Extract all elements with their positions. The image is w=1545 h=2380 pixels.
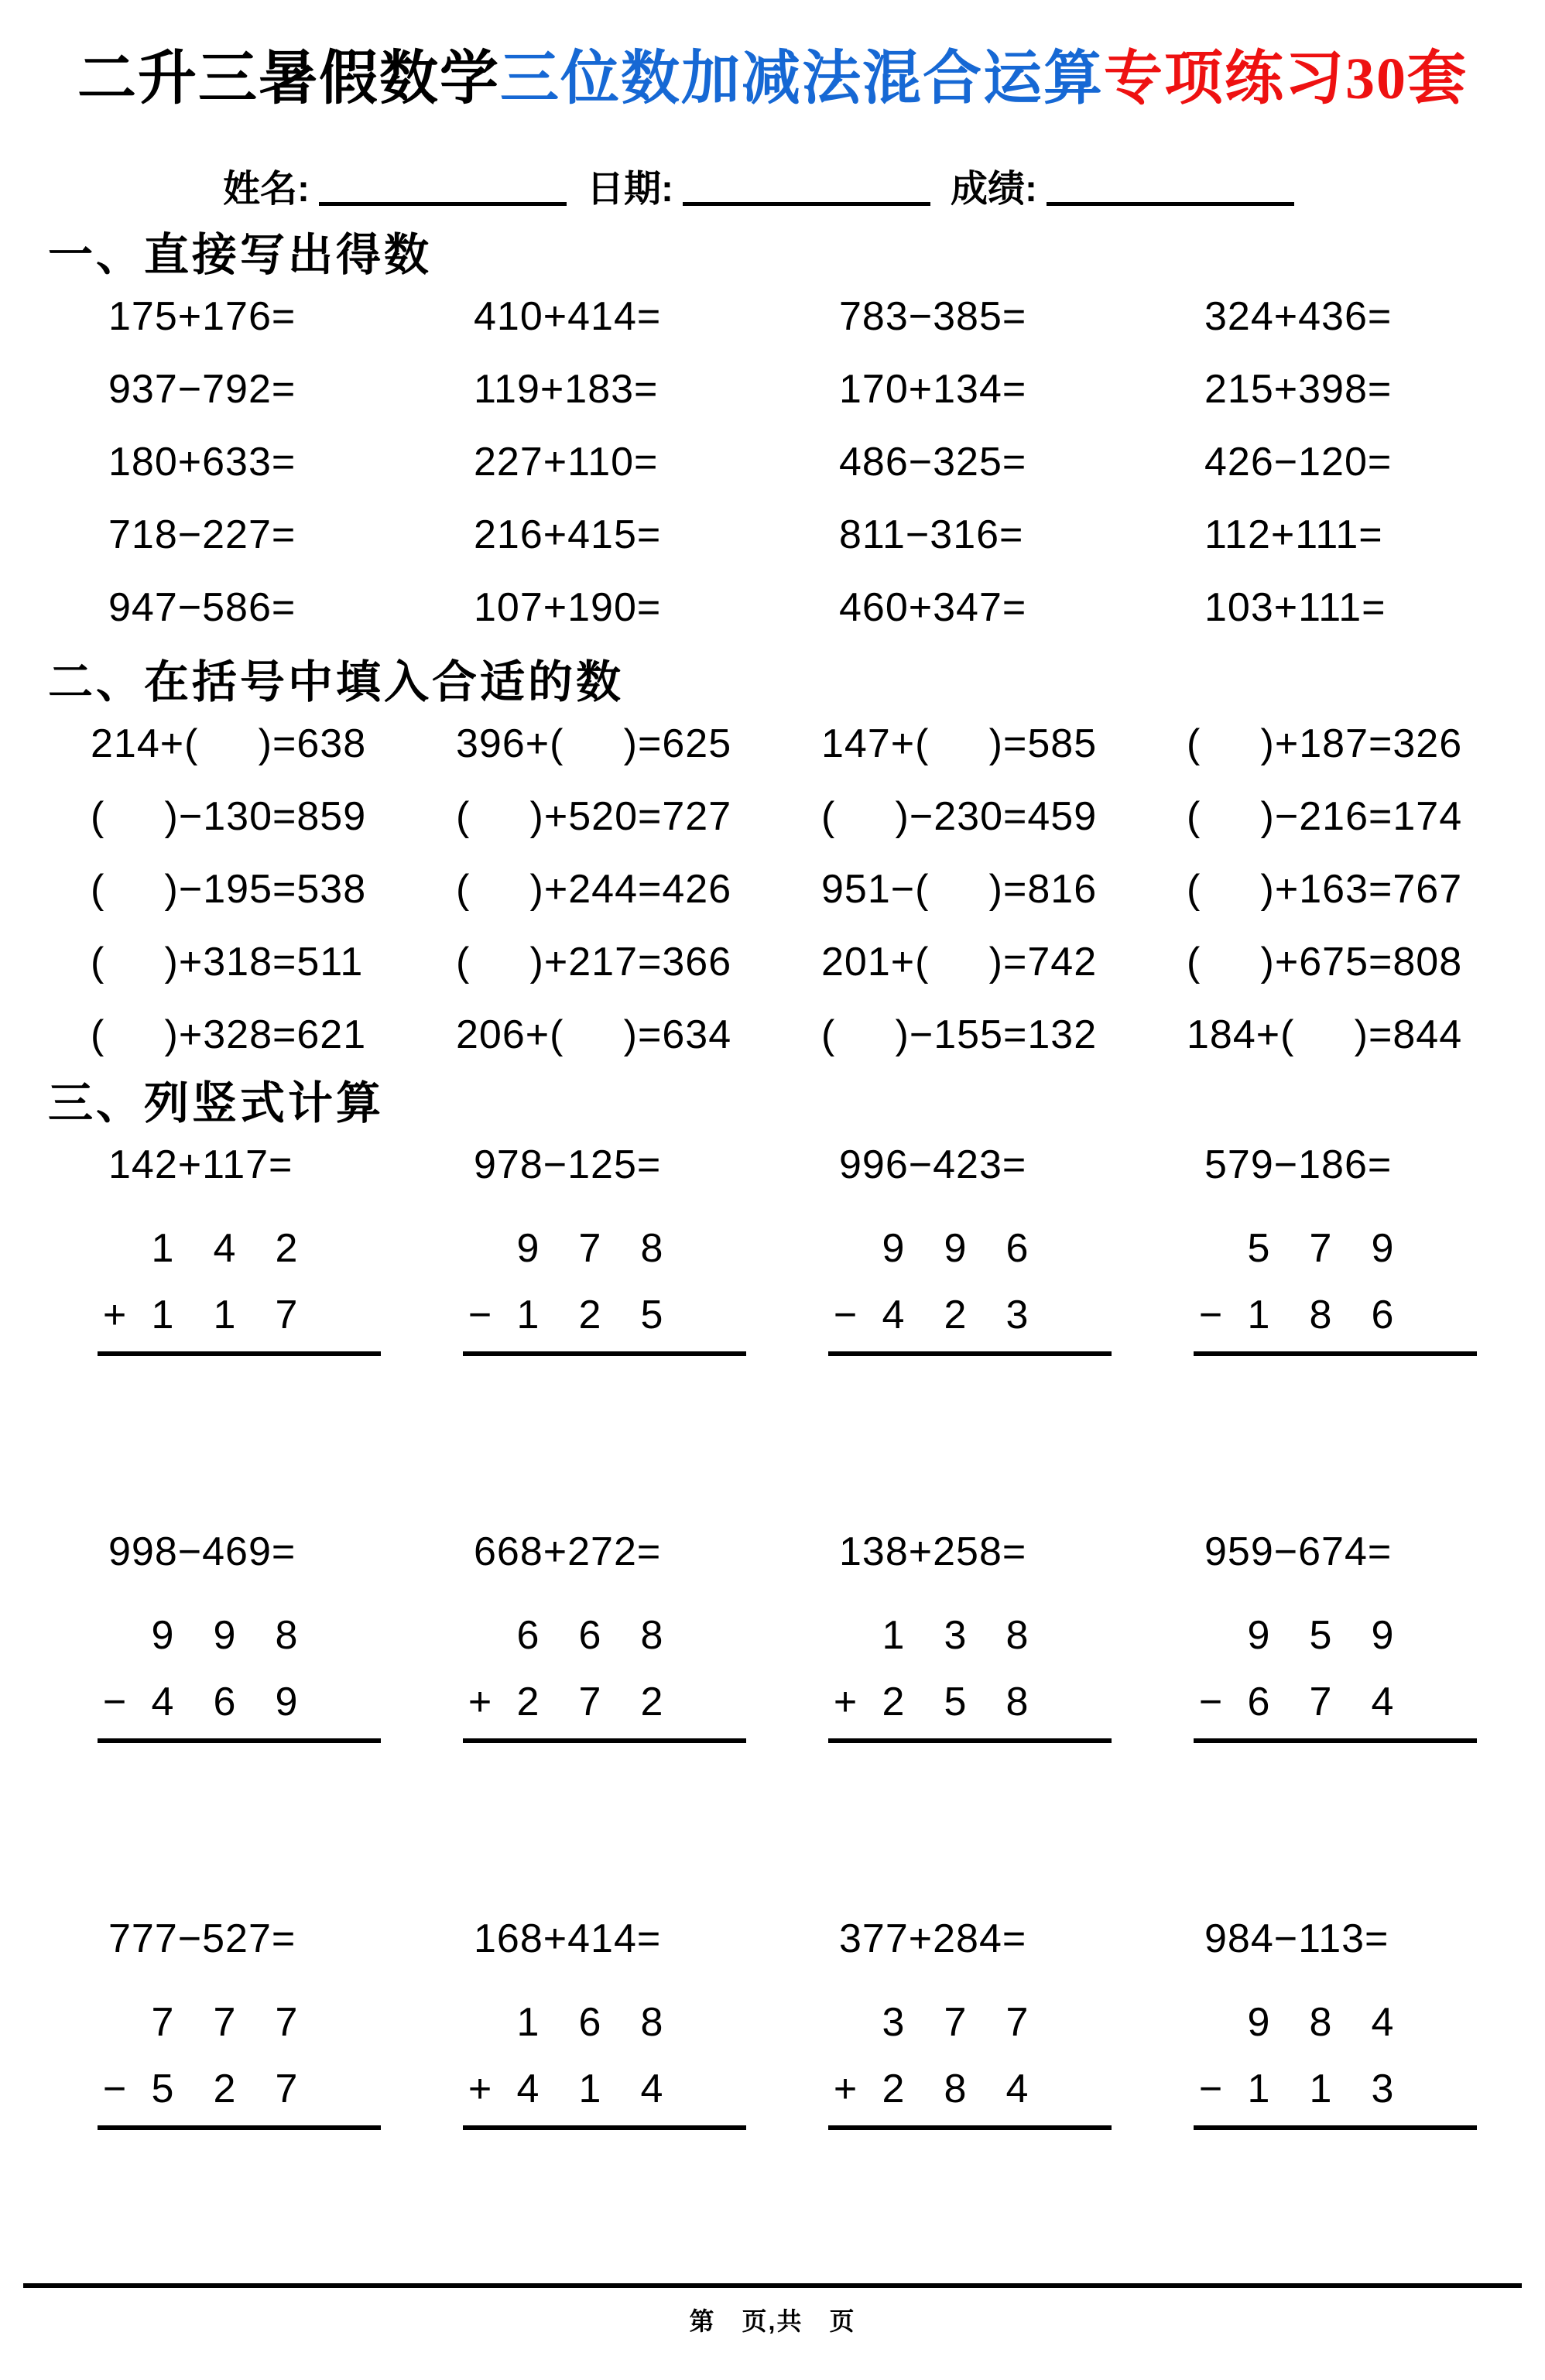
digit: 4: [151, 1680, 174, 1724]
name-label: 姓名:: [223, 169, 310, 210]
digit: 2: [640, 1680, 663, 1724]
digit: 2: [213, 2067, 236, 2111]
info-line: [0, 166, 1545, 214]
digit: 6: [1247, 1680, 1270, 1724]
digit: 4: [1371, 2000, 1394, 2045]
digit: 5: [1247, 1226, 1270, 1271]
digit: 7: [944, 2000, 967, 2045]
digit: 3: [944, 1613, 967, 1658]
digit: 8: [1005, 1613, 1029, 1658]
digit: 9: [944, 1226, 967, 1271]
problem: 227+110=: [474, 440, 659, 485]
answer-line: [98, 1738, 381, 1743]
vertical-calculation: [98, 1215, 381, 1356]
digit: 5: [151, 2067, 174, 2111]
digit: 8: [275, 1613, 298, 1658]
answer-line: [828, 1351, 1112, 1356]
operator: +: [833, 1680, 858, 1724]
digit: 8: [1309, 1293, 1332, 1337]
answer-line: [1194, 1351, 1477, 1356]
vertical-top-row: [463, 1989, 746, 2056]
problem: ( )+163=767: [1187, 867, 1463, 912]
vertical-top-row: [463, 1215, 746, 1282]
digit: 5: [1309, 1613, 1332, 1658]
vertical-bottom-row: [463, 1669, 746, 1735]
vertical-calculation: [828, 1989, 1112, 2130]
digit: 7: [1005, 2000, 1029, 2045]
digit: 2: [578, 1293, 601, 1337]
digit: 1: [1247, 1293, 1270, 1337]
vertical-calculation: [463, 1602, 746, 1743]
digit: 1: [213, 1293, 236, 1337]
problem: 460+347=: [839, 585, 1027, 630]
digit: 7: [151, 2000, 174, 2045]
digit: 4: [516, 2067, 540, 2111]
digit: 9: [1371, 1226, 1394, 1271]
worksheet-title: [0, 0, 1545, 122]
operator: −: [468, 1293, 492, 1337]
problem: 937−792=: [108, 367, 296, 412]
problem: 206+( )=634: [456, 1012, 732, 1057]
problem: 170+134=: [839, 367, 1027, 412]
section3-problem-row: [108, 1515, 1545, 1588]
score-blank: [1047, 198, 1294, 206]
digit: 5: [640, 1293, 663, 1337]
vertical-bottom-row: [1194, 1282, 1477, 1348]
title-part-grade: 二升三暑假数学: [77, 46, 500, 111]
digit: 7: [1309, 1680, 1332, 1724]
problem: 180+633=: [108, 440, 296, 485]
problem: 718−227=: [108, 512, 296, 557]
digit: 8: [1309, 2000, 1332, 2045]
digit: 6: [516, 1613, 540, 1658]
problem: ( )−130=859: [91, 794, 367, 839]
digit: 1: [516, 2000, 540, 2045]
problem: 216+415=: [474, 512, 662, 557]
problem: 201+( )=742: [821, 940, 1098, 985]
answer-line: [1194, 2125, 1477, 2130]
problem: 324+436=: [1204, 294, 1393, 339]
problem: 214+( )=638: [91, 721, 367, 766]
problem: ( )+675=808: [1187, 940, 1463, 985]
digit: 7: [213, 2000, 236, 2045]
problem: 119+183=: [474, 367, 659, 412]
vertical-top-row: [1194, 1215, 1477, 1282]
problem: 168+414=: [474, 1916, 662, 1961]
digit: 4: [882, 1293, 905, 1337]
title-part-series: 专项练习30套: [1104, 46, 1468, 111]
operator: +: [468, 2067, 492, 2111]
digit: 5: [944, 1680, 967, 1724]
digit: 4: [640, 2067, 663, 2111]
answer-line: [98, 1351, 381, 1356]
vertical-bottom-row: [98, 1282, 381, 1348]
vertical-calculation: [1194, 1215, 1477, 1356]
vertical-calculation: [828, 1215, 1112, 1356]
digit: 6: [213, 1680, 236, 1724]
vertical-top-row: [98, 1602, 381, 1669]
problem: 142+117=: [108, 1142, 293, 1187]
digit: 7: [275, 1293, 298, 1337]
problem: ( )+328=621: [91, 1012, 367, 1057]
digit: 2: [882, 1680, 905, 1724]
digit: 7: [275, 2067, 298, 2111]
answer-line: [828, 2125, 1112, 2130]
problem: 777−527=: [108, 1916, 296, 1961]
problem: 996−423=: [839, 1142, 1027, 1187]
problem: 959−674=: [1204, 1529, 1393, 1574]
vertical-top-row: [828, 1215, 1112, 1282]
answer-line: [98, 2125, 381, 2130]
vertical-top-row: [828, 1989, 1112, 2056]
problem: ( )−230=459: [821, 794, 1098, 839]
vertical-bottom-row: [98, 1669, 381, 1735]
problem: 184+( )=844: [1187, 1012, 1463, 1057]
digit: 8: [640, 1226, 663, 1271]
problem: 978−125=: [474, 1142, 662, 1187]
digit: 4: [1005, 2067, 1029, 2111]
vertical-calculation: [98, 1989, 381, 2130]
digit: 7: [578, 1226, 601, 1271]
digit: 7: [275, 2000, 298, 2045]
digit: 7: [1309, 1226, 1332, 1271]
vertical-bottom-row: [828, 2056, 1112, 2122]
digit: 2: [516, 1680, 540, 1724]
digit: 4: [213, 1226, 236, 1271]
name-blank: [319, 198, 567, 206]
section1-problem-grid: [108, 280, 1545, 644]
digit: 1: [1247, 2067, 1270, 2111]
answer-line: [463, 1351, 746, 1356]
operator: −: [1198, 2067, 1223, 2111]
section2-problem-grid: [91, 707, 1545, 1071]
digit: 8: [640, 2000, 663, 2045]
answer-line: [828, 1738, 1112, 1743]
problem: 811−316=: [839, 512, 1024, 557]
digit: 2: [882, 2067, 905, 2111]
operator: +: [468, 1680, 492, 1724]
problem: 998−469=: [108, 1529, 296, 1574]
digit: 4: [1371, 1680, 1394, 1724]
vertical-top-row: [828, 1602, 1112, 1669]
problem: ( )−155=132: [821, 1012, 1098, 1057]
vertical-bottom-row: [463, 1282, 746, 1348]
digit: 9: [1247, 1613, 1270, 1658]
vertical-bottom-row: [463, 2056, 746, 2122]
digit: 7: [578, 1680, 601, 1724]
vertical-bottom-row: [98, 2056, 381, 2122]
digit: 9: [1247, 2000, 1270, 2045]
problem: 783−385=: [839, 294, 1027, 339]
problem: 951−( )=816: [821, 867, 1098, 912]
digit: 2: [275, 1226, 298, 1271]
digit: 9: [275, 1680, 298, 1724]
problem: 947−586=: [108, 585, 296, 630]
vertical-top-row: [463, 1602, 746, 1669]
problem: 486−325=: [839, 440, 1027, 485]
vertical-bottom-row: [1194, 2056, 1477, 2122]
date-label: 日期:: [587, 169, 673, 210]
digit: 9: [1371, 1613, 1394, 1658]
answer-line: [463, 2125, 746, 2130]
section3-vertical-row: [98, 1989, 1545, 2130]
section2-heading: 二、在括号中填入合适的数: [48, 657, 625, 707]
digit: 8: [944, 2067, 967, 2111]
vertical-bottom-row: [828, 1669, 1112, 1735]
problem: ( )−216=174: [1187, 794, 1463, 839]
problem: 377+284=: [839, 1916, 1027, 1961]
problem: ( )+217=366: [456, 940, 732, 985]
vertical-calculation: [1194, 1989, 1477, 2130]
vertical-bottom-row: [828, 1282, 1112, 1348]
operator: −: [833, 1293, 858, 1337]
digit: 1: [516, 1293, 540, 1337]
problem: 147+( )=585: [821, 721, 1098, 766]
vertical-calculation: [463, 1989, 746, 2130]
vertical-calculation: [1194, 1602, 1477, 1743]
digit: 1: [882, 1613, 905, 1658]
digit: 3: [1005, 1293, 1029, 1337]
section3-heading: 三、列竖式计算: [48, 1078, 385, 1128]
footer-divider-line: [23, 2283, 1522, 2288]
problem: ( )+187=326: [1187, 721, 1463, 766]
title-part-topic: 三位数加减法混合运算: [500, 46, 1104, 111]
problem: 579−186=: [1204, 1142, 1393, 1187]
problem: ( )+520=727: [456, 794, 732, 839]
score-label: 成绩:: [951, 169, 1037, 210]
digit: 9: [882, 1226, 905, 1271]
digit: 8: [1005, 1680, 1029, 1724]
digit: 1: [151, 1226, 174, 1271]
digit: 9: [213, 1613, 236, 1658]
vertical-top-row: [98, 1215, 381, 1282]
digit: 6: [578, 2000, 601, 2045]
problem: 668+272=: [474, 1529, 662, 1574]
section1-heading: 一、直接写出得数: [48, 230, 433, 280]
operator: −: [102, 1680, 127, 1724]
problem: 103+111=: [1204, 585, 1386, 630]
problem: ( )+318=511: [91, 940, 364, 985]
digit: 9: [516, 1226, 540, 1271]
answer-line: [463, 1738, 746, 1743]
digit: 6: [1371, 1293, 1394, 1337]
answer-line: [1194, 1738, 1477, 1743]
digit: 2: [944, 1293, 967, 1337]
vertical-calculation: [463, 1215, 746, 1356]
problem: 215+398=: [1204, 367, 1393, 412]
problem: 426−120=: [1204, 440, 1393, 485]
operator: +: [102, 1293, 127, 1337]
vertical-top-row: [1194, 1989, 1477, 2056]
vertical-top-row: [98, 1989, 381, 2056]
operator: −: [1198, 1680, 1223, 1724]
section3-problem-row: [108, 1128, 1545, 1201]
problem: 112+111=: [1204, 512, 1383, 557]
operator: −: [102, 2067, 127, 2111]
digit: 9: [151, 1613, 174, 1658]
vertical-bottom-row: [1194, 1669, 1477, 1735]
digit: 8: [640, 1613, 663, 1658]
digit: 1: [578, 2067, 601, 2111]
digit: 1: [151, 1293, 174, 1337]
digit: 6: [578, 1613, 601, 1658]
section3-vertical-row: [98, 1215, 1545, 1356]
digit: 6: [1005, 1226, 1029, 1271]
digit: 1: [1309, 2067, 1332, 2111]
problem: 410+414=: [474, 294, 662, 339]
problem: ( )−195=538: [91, 867, 367, 912]
vertical-calculation: [828, 1602, 1112, 1743]
section3-vertical-row: [98, 1602, 1545, 1743]
page-number-text: 第 页,共 页: [689, 2307, 856, 2335]
date-blank: [683, 198, 930, 206]
problem: 984−113=: [1204, 1916, 1389, 1961]
vertical-calculation: [98, 1602, 381, 1743]
problem: ( )+244=426: [456, 867, 732, 912]
problem: 396+( )=625: [456, 721, 732, 766]
digit: 3: [1371, 2067, 1394, 2111]
section3-vertical-calculation-area: [0, 1128, 1545, 2130]
section3-problem-row: [108, 1902, 1545, 1975]
digit: 3: [882, 2000, 905, 2045]
problem: 175+176=: [108, 294, 296, 339]
problem: 107+190=: [474, 585, 662, 630]
operator: +: [833, 2067, 858, 2111]
problem: 138+258=: [839, 1529, 1027, 1574]
vertical-top-row: [1194, 1602, 1477, 1669]
operator: −: [1198, 1293, 1223, 1337]
